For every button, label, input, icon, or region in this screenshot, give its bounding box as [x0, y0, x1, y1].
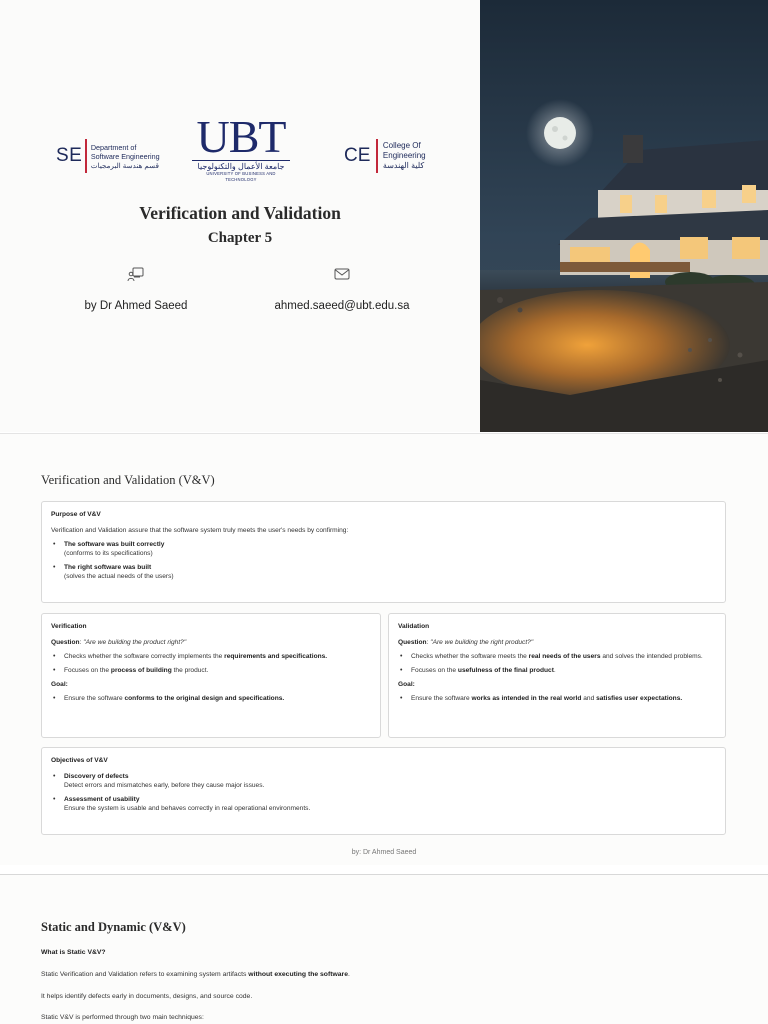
- email-block: [262, 266, 422, 314]
- objectives-heading: Objectives of V&V: [51, 757, 108, 764]
- presentation-title: Verification and Validation: [139, 203, 341, 223]
- author-email: ahmed.saeed@ubt.edu.sa: [274, 300, 410, 312]
- static-question: [41, 949, 106, 956]
- list-item: [51, 540, 716, 558]
- question-text: "Are we building the product right?": [83, 639, 187, 646]
- list-item: [398, 666, 716, 675]
- se-logo-divider: [85, 139, 87, 173]
- objective-title: Discovery of defects: [64, 773, 129, 780]
- question-text: "Are we building the right product?": [430, 639, 534, 646]
- list-item: [51, 694, 371, 703]
- vv-overview-slide: [0, 433, 768, 865]
- emphasis: conforms to the original design and specifications.: [124, 695, 285, 702]
- slide-title: Verification and Validation (V&V): [41, 473, 215, 487]
- goal-label: [398, 680, 716, 689]
- purpose-item-title: The right software was built: [64, 564, 152, 571]
- text: Checks whether the software meets the: [411, 653, 529, 660]
- purpose-list: [51, 540, 716, 581]
- emphasis: real needs of the users: [528, 653, 601, 660]
- validation-card: [388, 613, 726, 738]
- verification-question: Question: "Are we building the product right?": [51, 639, 187, 646]
- text: Focuses on the: [64, 667, 111, 674]
- goal-label: [51, 680, 371, 689]
- purpose-item-detail: (solves the actual needs of the users): [64, 573, 174, 580]
- question-text: What is Static V&V?: [41, 949, 106, 956]
- title-slide-content: [0, 0, 480, 432]
- emphasis: without executing the software: [248, 971, 348, 978]
- ubt-logo-arabic: جامعة الأعمال والتكنولوجيا: [192, 160, 290, 171]
- objective-detail: Detect errors and mismatches early, before they cause major issues.: [64, 782, 265, 789]
- verification-goal-list: [51, 694, 371, 703]
- text: Static Verification and Validation refers to examining system artifacts: [41, 971, 249, 978]
- list-item: [398, 694, 716, 703]
- text: Ensure the software: [64, 695, 125, 702]
- se-logo-text: Department of Software Engineering قسم هندسة البرمجيات: [90, 142, 160, 170]
- presentation-subtitle: Chapter 5: [207, 230, 273, 246]
- ubt-university-logo: [192, 111, 290, 183]
- purpose-item-detail: (conforms to its specifications): [64, 550, 153, 557]
- author-block: [74, 266, 198, 314]
- static-benefit: It helps identify defects early in documents, designs, and source code.: [41, 993, 253, 1000]
- moonlit-house-photo: [480, 0, 768, 432]
- objective-title: Assessment of usability: [64, 796, 140, 803]
- emphasis: usefulness of the final product: [457, 667, 554, 674]
- list-item: [51, 563, 716, 581]
- list-item: [51, 666, 371, 675]
- slide-title: Static and Dynamic (V&V): [41, 920, 186, 934]
- static-definition: [41, 971, 350, 978]
- goal-label-text: Goal:: [398, 681, 415, 688]
- question-label: Question: [51, 639, 80, 646]
- verification-heading: Verification: [51, 623, 87, 630]
- text: Focuses on the: [411, 667, 458, 674]
- logo-row: [0, 111, 480, 185]
- title-slide: [0, 0, 768, 432]
- ubt-logo-name: UBT: [196, 111, 286, 162]
- ce-logo-text: College Of Engineering كلية الهندسة: [382, 141, 426, 170]
- verification-card: [41, 613, 381, 738]
- verification-list: [51, 652, 371, 675]
- question-label: Question: [398, 639, 427, 646]
- se-department-logo: [56, 139, 160, 173]
- purpose-card: [41, 501, 726, 603]
- static-techniques-intro: Static V&V is performed through two main techniques:: [41, 1014, 204, 1021]
- static-dynamic-slide: [0, 874, 768, 1024]
- ce-logo-abbr: CE: [344, 145, 371, 166]
- text: .: [347, 971, 350, 978]
- objective-detail: Ensure the system is usable and behaves correctly in real operational environments.: [64, 805, 311, 812]
- se-logo-abbr: SE: [56, 145, 83, 166]
- ce-logo-divider: [376, 139, 378, 173]
- slide-footer: by: Dr Ahmed Saeed: [351, 849, 417, 856]
- text: and solves the intended problems.: [600, 653, 703, 660]
- purpose-heading: Purpose of V&V: [51, 511, 101, 518]
- mail-icon: [333, 266, 351, 282]
- purpose-item-title: The software was built correctly: [64, 541, 165, 548]
- validation-goal-list: [398, 694, 716, 703]
- text: and: [581, 695, 597, 702]
- text: Ensure the software: [411, 695, 472, 702]
- list-item: [51, 772, 716, 790]
- emphasis: process of building: [110, 667, 172, 674]
- author-name: by Dr Ahmed Saeed: [84, 300, 188, 312]
- text: the product.: [171, 667, 209, 674]
- purpose-intro: Verification and Validation assure that the software system truly meets the user's needs by confirming:: [51, 527, 349, 534]
- emphasis: satisfies user expectations.: [596, 695, 683, 702]
- emphasis: works as intended in the real world: [471, 695, 582, 702]
- list-item: [51, 795, 716, 813]
- ce-college-logo: [344, 139, 426, 173]
- text: Checks whether the software correctly implements the: [64, 653, 225, 660]
- list-item: [51, 652, 371, 661]
- validation-question: Question: "Are we building the right product?": [398, 639, 534, 646]
- validation-list: [398, 652, 716, 675]
- ubt-logo-english: UNIVERSITY OF BUSINESS AND TECHNOLOGY: [206, 171, 276, 182]
- emphasis: requirements and specifications.: [224, 653, 328, 660]
- goal-label-text: Goal:: [51, 681, 68, 688]
- list-item: [398, 652, 716, 661]
- objectives-list: [51, 772, 716, 813]
- text: .: [553, 667, 556, 674]
- person-presenting-icon: [127, 266, 145, 282]
- objectives-card: [41, 747, 726, 835]
- validation-heading: Validation: [398, 623, 430, 630]
